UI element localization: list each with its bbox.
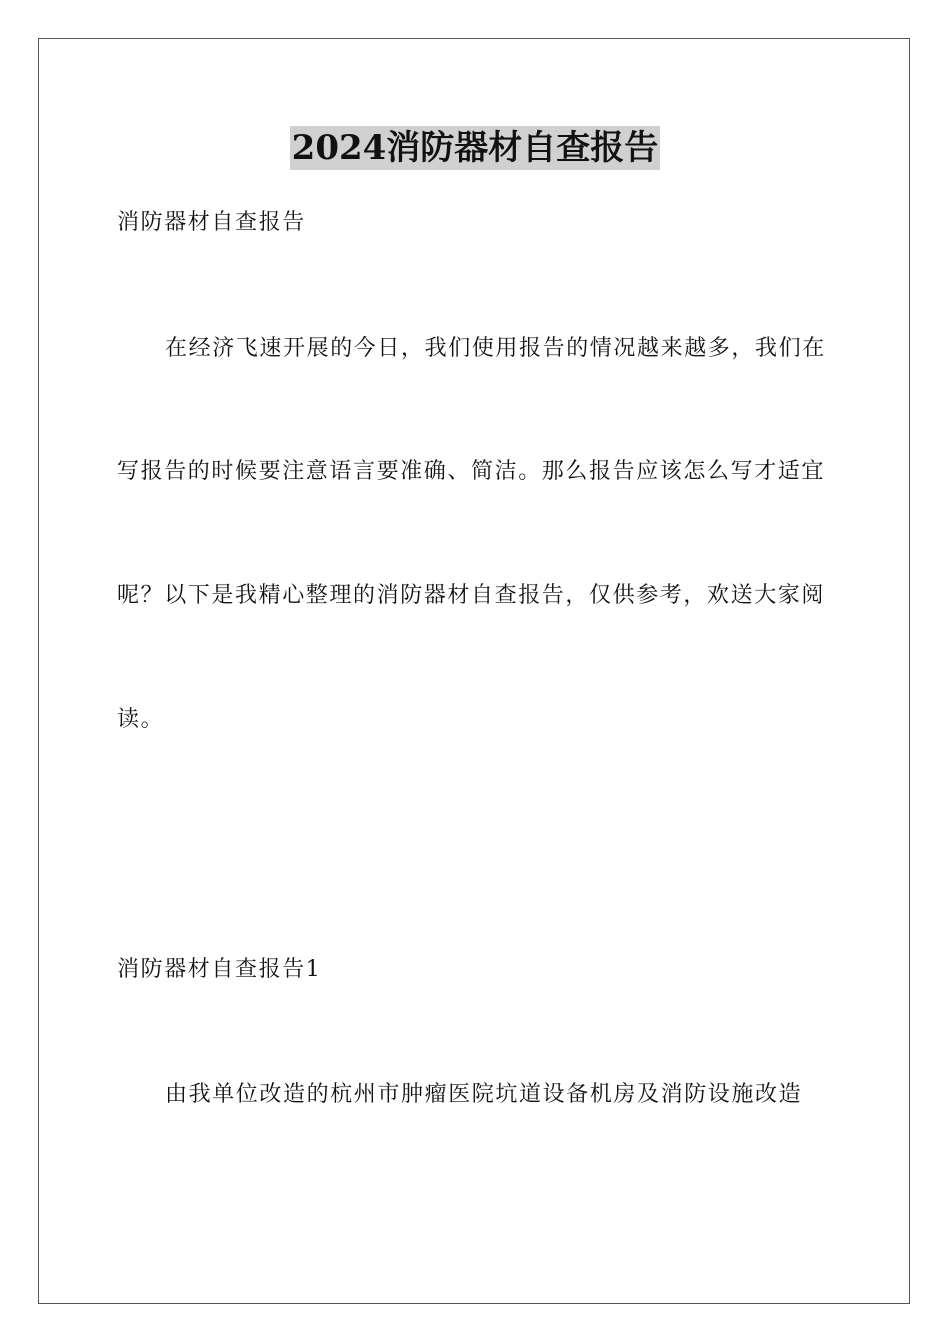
title-container	[0, 126, 950, 170]
intro-line-4: 读。	[117, 707, 165, 732]
document-subtitle: 消防器材自查报告	[117, 210, 306, 235]
section-paragraph-line-1: 由我单位改造的杭州市肿瘤医院坑道设备机房及消防设施改造	[165, 1082, 803, 1107]
intro-line-2: 写报告的时候要注意语言要准确、简洁。那么报告应该怎么写才适宜	[117, 459, 826, 484]
intro-line-3: 呢？以下是我精心整理的消防器材自查报告，仅供参考，欢送大家阅	[117, 583, 826, 608]
section-heading: 消防器材自查报告1	[117, 957, 322, 982]
intro-line-1: 在经济飞速开展的今日，我们使用报告的情况越来越多，我们在	[165, 336, 826, 361]
document-title: 2024消防器材自查报告	[291, 128, 659, 168]
